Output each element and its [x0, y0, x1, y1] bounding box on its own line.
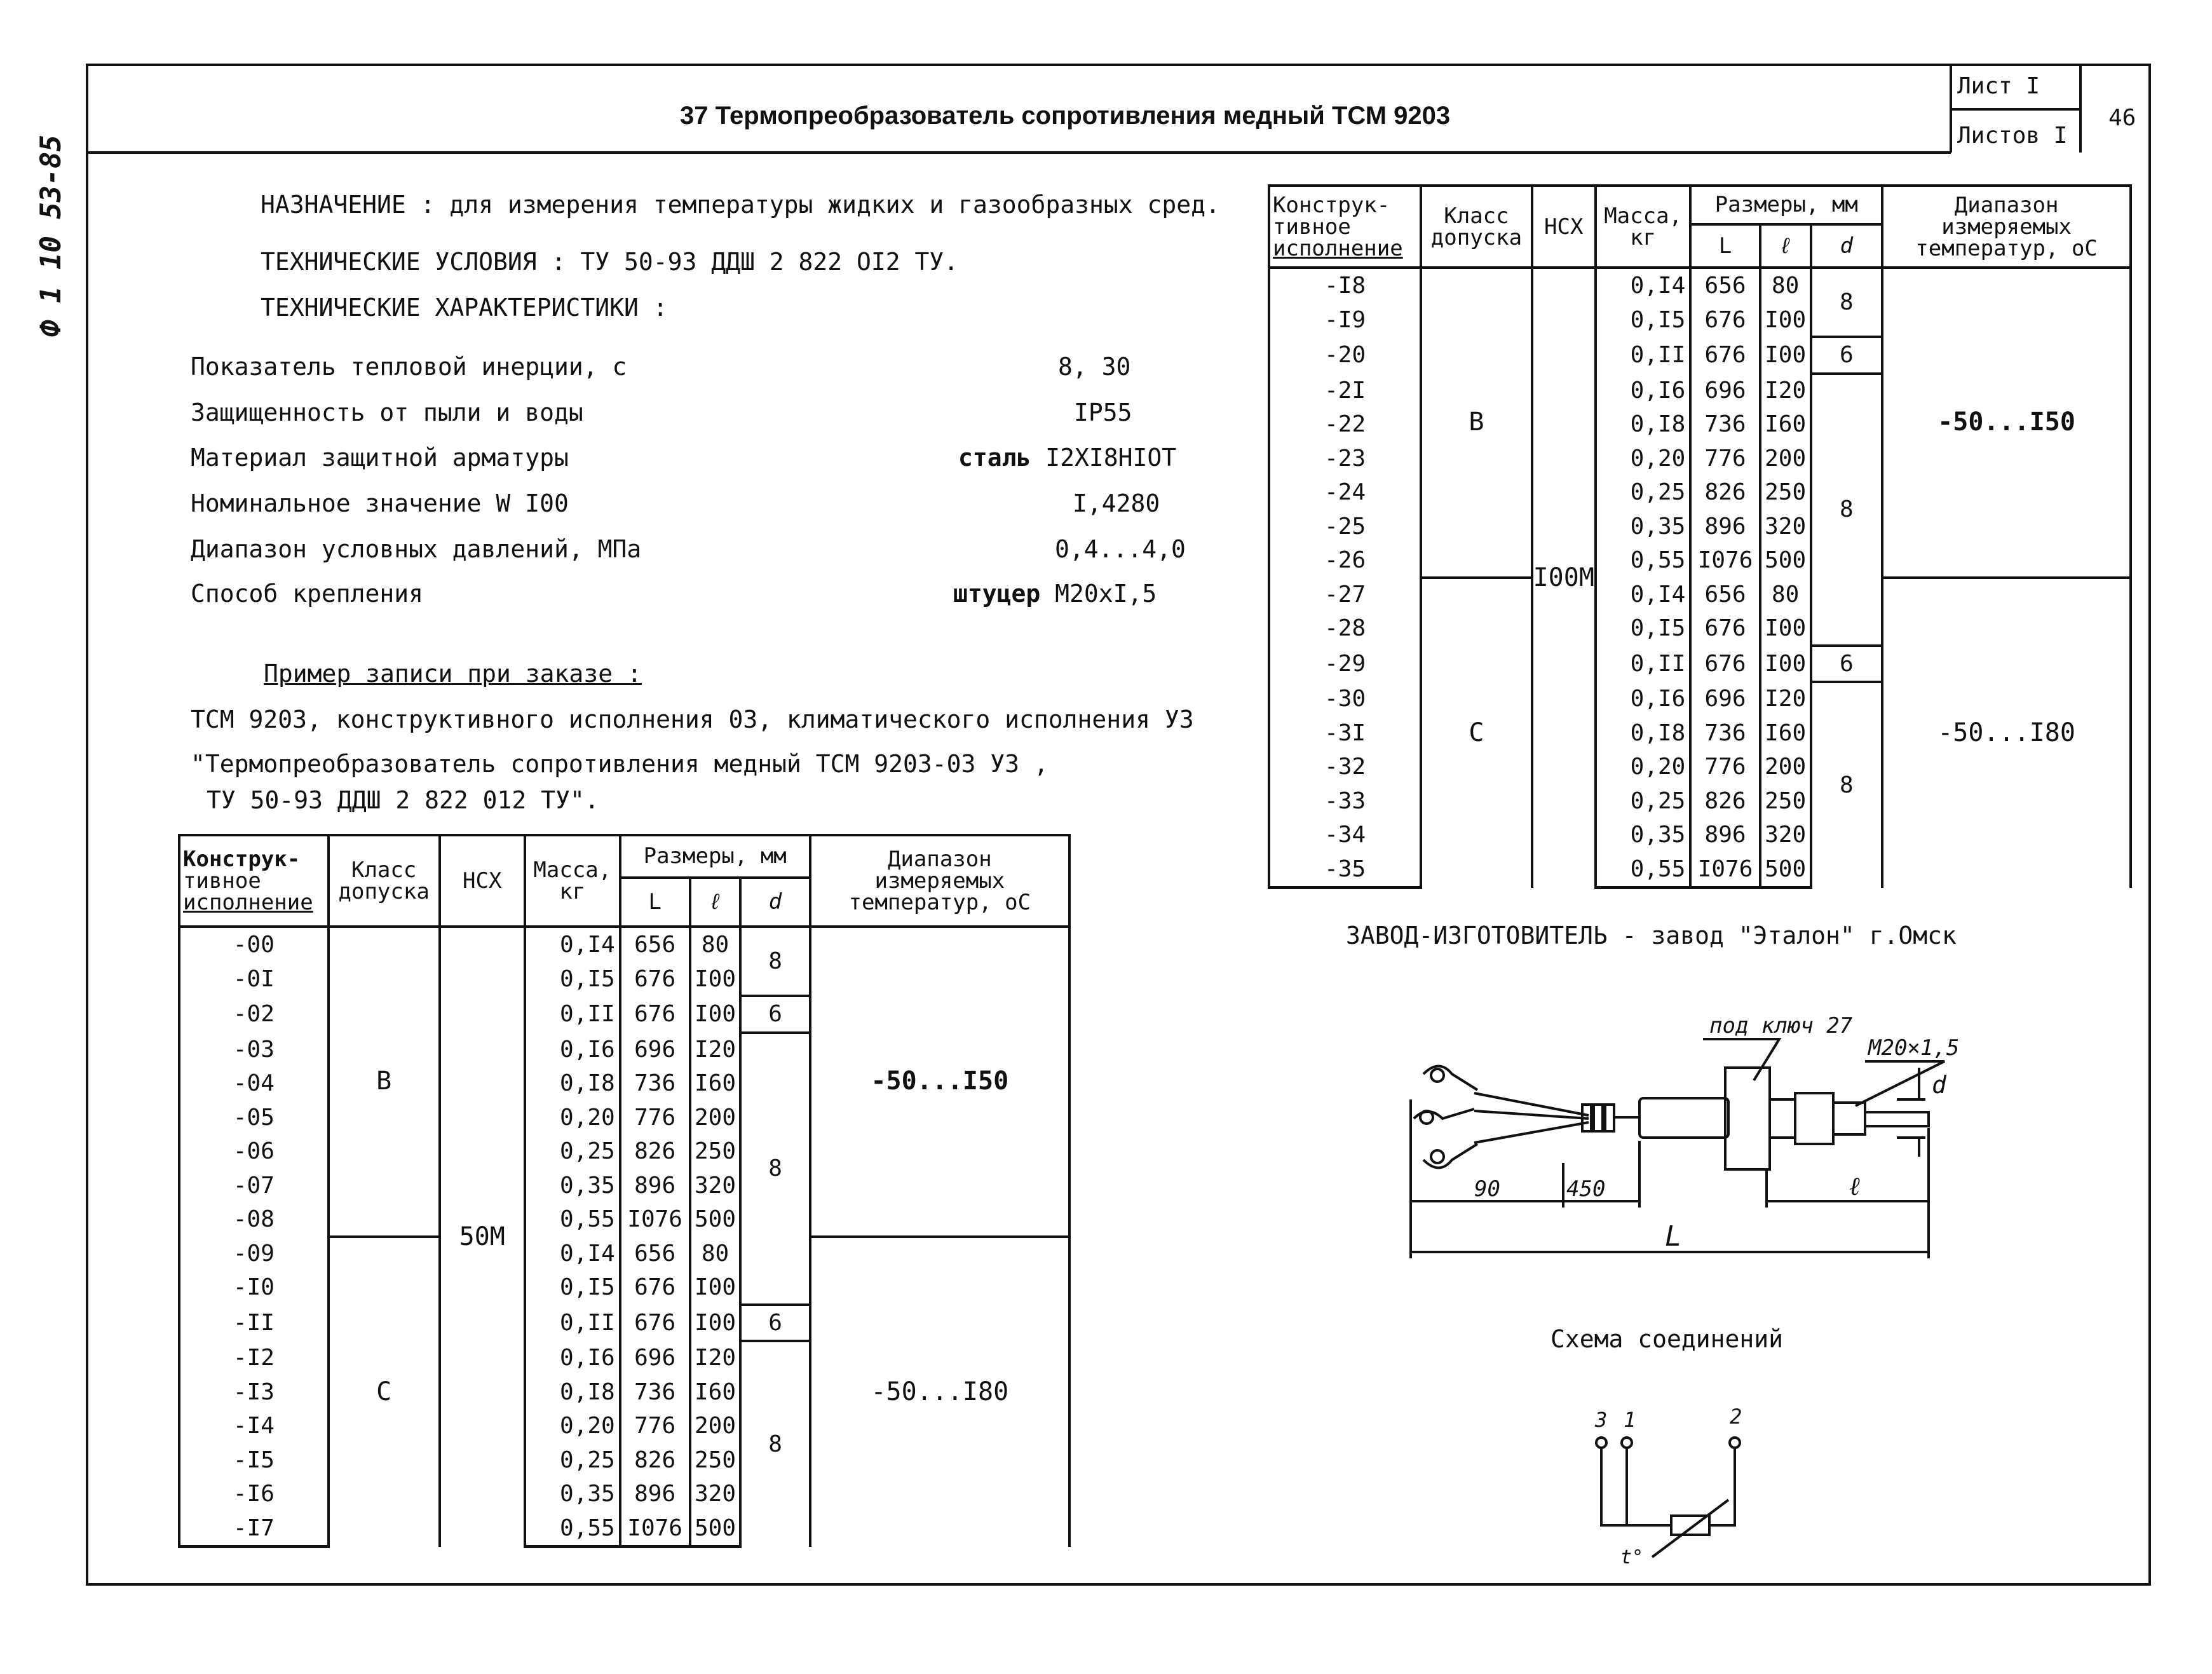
cell-l: I00 — [1760, 337, 1811, 374]
cell-L: 736 — [620, 1066, 690, 1101]
char-label: Показатель тепловой инерции, с — [191, 353, 627, 381]
cell-l: I60 — [1760, 716, 1811, 751]
char-value — [958, 444, 1176, 472]
table-header-row — [179, 835, 1069, 878]
cell-L: 776 — [620, 1101, 690, 1135]
cell-l: I00 — [1760, 303, 1811, 337]
char-label: Материал защитной арматуры — [191, 444, 569, 472]
cell-L: 676 — [1690, 303, 1760, 337]
table-body-right — [1269, 268, 2131, 888]
cell-l: I00 — [690, 1270, 741, 1305]
cell-code: -00 — [179, 927, 329, 962]
hdr-text: Масса, — [533, 857, 612, 883]
cell-l: 80 — [1760, 268, 1811, 303]
hdr-text: Диапазон — [1954, 192, 2059, 218]
cell-l: I20 — [1760, 682, 1811, 716]
cell-code: -29 — [1269, 646, 1421, 683]
col-header-d: d — [1811, 224, 1883, 268]
hdr-text: температур, — [848, 890, 992, 915]
cell-l: I60 — [690, 1375, 741, 1410]
hdr-text: кг — [1630, 224, 1657, 250]
col-header-mass — [1596, 186, 1690, 268]
cell-mass: 0,I4 — [525, 927, 620, 962]
cell-L: 896 — [620, 1169, 690, 1203]
cell-l: 500 — [690, 1202, 741, 1237]
cell-d: 6 — [740, 1305, 810, 1342]
cell-code: -06 — [179, 1134, 329, 1169]
cell-mass: 0,I8 — [525, 1066, 620, 1101]
cell-nsx: 50М — [440, 927, 525, 1547]
cell-L: 776 — [1690, 750, 1760, 784]
cell-range: -50...I80 — [810, 1237, 1069, 1547]
hdr-text: Диапазон — [887, 847, 992, 872]
cell-l: 200 — [690, 1101, 741, 1135]
cell-mass: 0,I8 — [525, 1375, 620, 1410]
cell-l: 320 — [1760, 818, 1811, 852]
terminal-2-label: 2 — [1730, 1405, 1742, 1429]
leader-wrench — [1703, 1039, 1779, 1080]
cell-mass: 0,20 — [525, 1101, 620, 1135]
wire-lug-mid — [1414, 1109, 1474, 1124]
char-label: Защищенность от пыли и воды — [191, 398, 583, 426]
col-header-class — [1421, 186, 1531, 268]
spec-table-right — [1268, 184, 2132, 889]
cell-mass: 0,I6 — [525, 1033, 620, 1067]
cell-code: -34 — [1269, 818, 1421, 852]
terminal-1 — [1622, 1438, 1632, 1448]
cell-mass: 0,55 — [525, 1202, 620, 1237]
connection-diagram — [1544, 1405, 1773, 1582]
cell-code: -3I — [1269, 716, 1421, 751]
thermo-slash — [1652, 1500, 1728, 1557]
hdr-text: кг — [559, 879, 586, 904]
cell-l: I20 — [690, 1341, 741, 1375]
dim-l-label: ℓ — [1849, 1172, 1860, 1201]
cell-l: 250 — [1760, 784, 1811, 819]
table-row — [179, 1237, 1069, 1271]
char-value-bold: сталь — [958, 444, 1031, 472]
sheets-label: Листов I — [1957, 123, 2068, 149]
cell-L: 696 — [1690, 374, 1760, 408]
terminal-3-label: 3 — [1595, 1408, 1608, 1432]
cell-range: -50...I80 — [1882, 578, 2131, 888]
table-header-row — [1269, 186, 2131, 224]
col-header-l: ℓ — [1760, 224, 1811, 268]
char-value: 8, 30 — [1058, 353, 1131, 381]
dim-450-label: 450 — [1566, 1176, 1606, 1202]
col-header-range — [810, 835, 1069, 927]
cell-code: -27 — [1269, 578, 1421, 612]
cell-L: 776 — [620, 1409, 690, 1443]
cell-L: 696 — [620, 1033, 690, 1067]
cell-l: 320 — [690, 1477, 741, 1511]
cell-code: -23 — [1269, 442, 1421, 476]
nut — [1770, 1099, 1795, 1138]
cell-l: I00 — [690, 1305, 741, 1342]
col-header-L: L — [620, 878, 690, 927]
dim-d-label: d — [1932, 1071, 1946, 1099]
purpose-text: НАЗНАЧЕНИЕ : для измерения температуры жидких и газообразных сред. — [261, 191, 1220, 219]
col-header-dims: Размеры, мм — [620, 835, 810, 878]
cell-l: 80 — [690, 927, 741, 962]
cell-L: I076 — [1690, 852, 1760, 888]
cell-d: 6 — [1811, 646, 1883, 683]
cell-code: -03 — [179, 1033, 329, 1067]
wire-bundle-3 — [1605, 1105, 1614, 1131]
col-header-nsx: НСХ — [440, 835, 525, 927]
cell-mass: 0,I6 — [525, 1341, 620, 1375]
cell-mass: 0,I6 — [1596, 682, 1690, 716]
cell-l: I60 — [1760, 407, 1811, 442]
hdr-text: измеряемых — [874, 868, 1005, 894]
cell-class: С — [1421, 578, 1531, 888]
cell-class: В — [329, 927, 440, 1237]
cell-code: -I2 — [179, 1341, 329, 1375]
cell-L: 896 — [1690, 510, 1760, 544]
terminal-2 — [1730, 1438, 1740, 1448]
cell-l: 200 — [1760, 442, 1811, 476]
hdr-text: тивное — [1273, 214, 1351, 240]
cell-code: -25 — [1269, 510, 1421, 544]
char-value-rest: I2XI8HIOT — [1031, 444, 1177, 472]
cell-mass: 0,II — [1596, 646, 1690, 683]
cell-mass: 0,20 — [525, 1409, 620, 1443]
cell-L: 826 — [1690, 475, 1760, 510]
cell-l: 80 — [690, 1237, 741, 1271]
cell-l: 500 — [1760, 852, 1811, 888]
cell-l: I60 — [690, 1066, 741, 1101]
cell-l: 200 — [690, 1409, 741, 1443]
hdr-unit: оС — [2071, 235, 2098, 261]
cell-L: 676 — [1690, 611, 1760, 646]
table-row — [1269, 268, 2131, 303]
cell-code: -0I — [179, 962, 329, 997]
cell-code: -2I — [1269, 374, 1421, 408]
hdr-text: исполнение — [1273, 235, 1403, 261]
cell-L: I076 — [620, 1511, 690, 1547]
cell-L: 696 — [1690, 682, 1760, 716]
cell-L: 776 — [1690, 442, 1760, 476]
hdr-text: Класс — [1444, 203, 1509, 229]
cell-mass: 0,I8 — [1596, 407, 1690, 442]
cell-code: -I9 — [1269, 303, 1421, 337]
hdr-text: измеряемых — [1941, 214, 2072, 240]
sheet-box-mid — [1950, 108, 2080, 111]
char-value-bold: штуцер — [953, 580, 1041, 608]
header-divider — [86, 151, 1951, 154]
cell-l: 200 — [1760, 750, 1811, 784]
cell-code: -09 — [179, 1237, 329, 1271]
cell-mass: 0,25 — [1596, 784, 1690, 819]
cell-code: -I3 — [179, 1375, 329, 1410]
cell-code: -24 — [1269, 475, 1421, 510]
char-value: 0,4...4,0 — [1055, 535, 1186, 563]
cell-mass: 0,I8 — [1596, 716, 1690, 751]
cell-code: -I0 — [179, 1270, 329, 1305]
cell-L: 736 — [1690, 407, 1760, 442]
sensor-head — [1639, 1098, 1728, 1138]
cell-l: 250 — [690, 1443, 741, 1478]
cell-mass: 0,25 — [1596, 475, 1690, 510]
wrench-hex — [1725, 1068, 1770, 1169]
char-label: Номинальное значение W I00 — [191, 489, 569, 517]
cell-L: 676 — [620, 1305, 690, 1342]
col-header-class — [329, 835, 440, 927]
cell-l: 500 — [690, 1511, 741, 1547]
cell-l: 250 — [690, 1134, 741, 1169]
col-header-nsx: НСХ — [1532, 186, 1596, 268]
cell-d: 8 — [740, 1341, 810, 1547]
cell-L: 896 — [1690, 818, 1760, 852]
char-value — [953, 580, 1157, 608]
manufacturer-text: ЗАВОД-ИЗГОТОВИТЕЛЬ - завод "Эталон" г.Омск — [1346, 922, 1957, 949]
col-header-d: d — [740, 878, 810, 927]
cell-nsx: I00М — [1532, 268, 1596, 888]
cell-L: 826 — [620, 1134, 690, 1169]
hdr-text: допуска — [1430, 224, 1523, 250]
wires — [1474, 1093, 1589, 1143]
col-header-L: L — [1690, 224, 1760, 268]
connection-title: Схема соединений — [1550, 1325, 1784, 1353]
conditions-text: ТЕХНИЧЕСКИЕ УСЛОВИЯ : ТУ 50-93 ДДШ 2 822 OI2 ТУ. — [261, 248, 959, 276]
sensor-drawing — [1398, 1004, 1970, 1271]
cell-mass: 0,I4 — [525, 1237, 620, 1271]
cell-L: 896 — [620, 1477, 690, 1511]
cell-mass: 0,35 — [525, 1477, 620, 1511]
cell-mass: 0,I6 — [1596, 374, 1690, 408]
cell-L: 676 — [1690, 337, 1760, 374]
cell-code: -I6 — [179, 1477, 329, 1511]
wrench-label: под ключ 27 — [1709, 1013, 1853, 1038]
wiring — [1601, 1448, 1735, 1525]
col-header-l: ℓ — [690, 878, 741, 927]
cell-d: 8 — [740, 927, 810, 996]
char-value: I,4280 — [1073, 489, 1160, 517]
cell-L: 826 — [1690, 784, 1760, 819]
cell-mass: 0,I5 — [1596, 611, 1690, 646]
char-value: IP55 — [1074, 398, 1132, 426]
cell-d: 6 — [740, 996, 810, 1033]
order-example-line2: "Термопреобразователь сопротивления медный ТСМ 9203-03 УЗ , — [191, 750, 1048, 778]
table-row — [1269, 578, 2131, 612]
cell-l: I20 — [690, 1033, 741, 1067]
char-value-rest: М20хI,5 — [1040, 580, 1157, 608]
cell-mass: 0,55 — [1596, 852, 1690, 888]
hdr-text: тивное — [183, 868, 261, 894]
hdr-text: Конструк- — [1273, 192, 1390, 218]
hdr-text: Класс — [351, 857, 417, 883]
cell-code: -22 — [1269, 407, 1421, 442]
cell-mass: 0,35 — [525, 1169, 620, 1203]
cell-L: 736 — [620, 1375, 690, 1410]
cell-code: -I8 — [1269, 268, 1421, 303]
cell-mass: 0,II — [1596, 337, 1690, 374]
temperature-label: t° — [1620, 1546, 1644, 1569]
cell-l: 250 — [1760, 475, 1811, 510]
cell-L: 676 — [620, 962, 690, 997]
cell-l: I00 — [1760, 611, 1811, 646]
cell-L: 676 — [620, 996, 690, 1033]
cell-mass: 0,II — [525, 1305, 620, 1342]
characteristics-heading: ТЕХНИЧЕСКИЕ ХАРАКТЕРИСТИКИ : — [261, 294, 668, 322]
col-header-dims: Размеры, мм — [1690, 186, 1882, 224]
terminal-1-label: 1 — [1624, 1408, 1636, 1432]
cell-mass: 0,25 — [525, 1134, 620, 1169]
page-number: 46 — [2108, 105, 2136, 131]
cell-code: -30 — [1269, 682, 1421, 716]
cell-code: -02 — [179, 996, 329, 1033]
cell-mass: 0,55 — [1596, 543, 1690, 578]
cell-code: -28 — [1269, 611, 1421, 646]
hdr-text: Конструк- — [183, 847, 301, 872]
col-header-design — [1269, 186, 1421, 268]
cell-L: 676 — [620, 1270, 690, 1305]
cell-l: 320 — [1760, 510, 1811, 544]
thread — [1833, 1103, 1865, 1134]
cell-code: -08 — [179, 1202, 329, 1237]
sheet-label: Лист I — [1957, 73, 2040, 99]
char-label: Способ крепления — [191, 580, 424, 608]
cell-code: -32 — [1269, 750, 1421, 784]
cell-mass: 0,I5 — [525, 1270, 620, 1305]
cell-l: I20 — [1760, 374, 1811, 408]
cell-l: I00 — [690, 996, 741, 1033]
cell-code: -20 — [1269, 337, 1421, 374]
cell-code: -07 — [179, 1169, 329, 1203]
wire-lug-bot — [1423, 1144, 1477, 1168]
cell-mass: 0,20 — [1596, 442, 1690, 476]
cell-L: 736 — [1690, 716, 1760, 751]
wire-bundle-2 — [1594, 1105, 1603, 1131]
table-body-left — [179, 927, 1069, 1547]
hdr-text: температур, — [1915, 235, 2059, 261]
col-header-design — [179, 835, 329, 927]
cell-l: I00 — [690, 962, 741, 997]
cell-mass: 0,I5 — [1596, 303, 1690, 337]
cell-L: 656 — [1690, 268, 1760, 303]
cell-d: 8 — [1811, 374, 1883, 646]
hdr-text: допуска — [338, 879, 430, 904]
cell-mass: 0,20 — [1596, 750, 1690, 784]
cell-mass: 0,I4 — [1596, 578, 1690, 612]
col-header-range — [1882, 186, 2131, 268]
cell-range: -50...I50 — [810, 927, 1069, 1237]
hdr-text: исполнение — [183, 890, 313, 915]
cell-mass: 0,25 — [525, 1443, 620, 1478]
cell-d: 6 — [1811, 337, 1883, 374]
cell-mass: 0,I4 — [1596, 268, 1690, 303]
cell-mass: 0,II — [525, 996, 620, 1033]
cell-L: I076 — [1690, 543, 1760, 578]
cell-mass: 0,35 — [1596, 510, 1690, 544]
order-example-heading: Пример записи при заказе : — [264, 660, 642, 688]
table-row — [179, 927, 1069, 962]
char-label: Диапазон условных давлений, МПа — [191, 535, 642, 563]
cell-class: В — [1421, 268, 1531, 578]
cell-class: С — [329, 1237, 440, 1547]
cell-code: -33 — [1269, 784, 1421, 819]
cell-mass: 0,35 — [1596, 818, 1690, 852]
spec-table-left — [178, 834, 1071, 1548]
hdr-text: Масса, — [1604, 203, 1683, 229]
fitting — [1795, 1093, 1833, 1144]
dim-L-label: L — [1665, 1220, 1682, 1253]
cell-code: -II — [179, 1305, 329, 1342]
page-title: 37 Термопреобразователь сопротивления медный ТСМ 9203 — [680, 102, 1451, 130]
cell-code: -I7 — [179, 1511, 329, 1547]
cell-L: 826 — [620, 1443, 690, 1478]
cell-L: 656 — [620, 1237, 690, 1271]
side-stamp: Ф 1 10 53-85 — [35, 135, 67, 337]
cell-L: 696 — [620, 1341, 690, 1375]
cell-code: -35 — [1269, 852, 1421, 888]
cell-L: 656 — [620, 927, 690, 962]
cell-code: -I5 — [179, 1443, 329, 1478]
hdr-unit: оС — [1005, 890, 1031, 915]
terminal-3 — [1596, 1438, 1606, 1448]
cell-code: -04 — [179, 1066, 329, 1101]
cell-d: 8 — [740, 1033, 810, 1305]
cell-L: 656 — [1690, 578, 1760, 612]
cell-l: 320 — [690, 1169, 741, 1203]
order-example-line1: ТСМ 9203, конструктивного исполнения 03, климатического исполнения УЗ — [191, 705, 1194, 733]
cell-d: 8 — [1811, 268, 1883, 337]
cell-l: I00 — [1760, 646, 1811, 683]
cell-range: -50...I50 — [1882, 268, 2131, 578]
thread-label: М20×1,5 — [1868, 1035, 1960, 1061]
cell-code: -05 — [179, 1101, 329, 1135]
dim-90-label: 90 — [1474, 1176, 1500, 1202]
cell-d: 8 — [1811, 682, 1883, 888]
order-example-line3: ТУ 50-93 ДДШ 2 822 012 ТУ". — [207, 786, 599, 814]
cell-mass: 0,I5 — [525, 962, 620, 997]
col-header-mass — [525, 835, 620, 927]
cell-code: -26 — [1269, 543, 1421, 578]
probe-tube — [1865, 1112, 1929, 1126]
wire-lug-top — [1423, 1066, 1477, 1091]
cell-l: 80 — [1760, 578, 1811, 612]
cell-L: I076 — [620, 1202, 690, 1237]
cell-code: -I4 — [179, 1409, 329, 1443]
cell-L: 676 — [1690, 646, 1760, 683]
cell-l: 500 — [1760, 543, 1811, 578]
cell-mass: 0,55 — [525, 1511, 620, 1547]
